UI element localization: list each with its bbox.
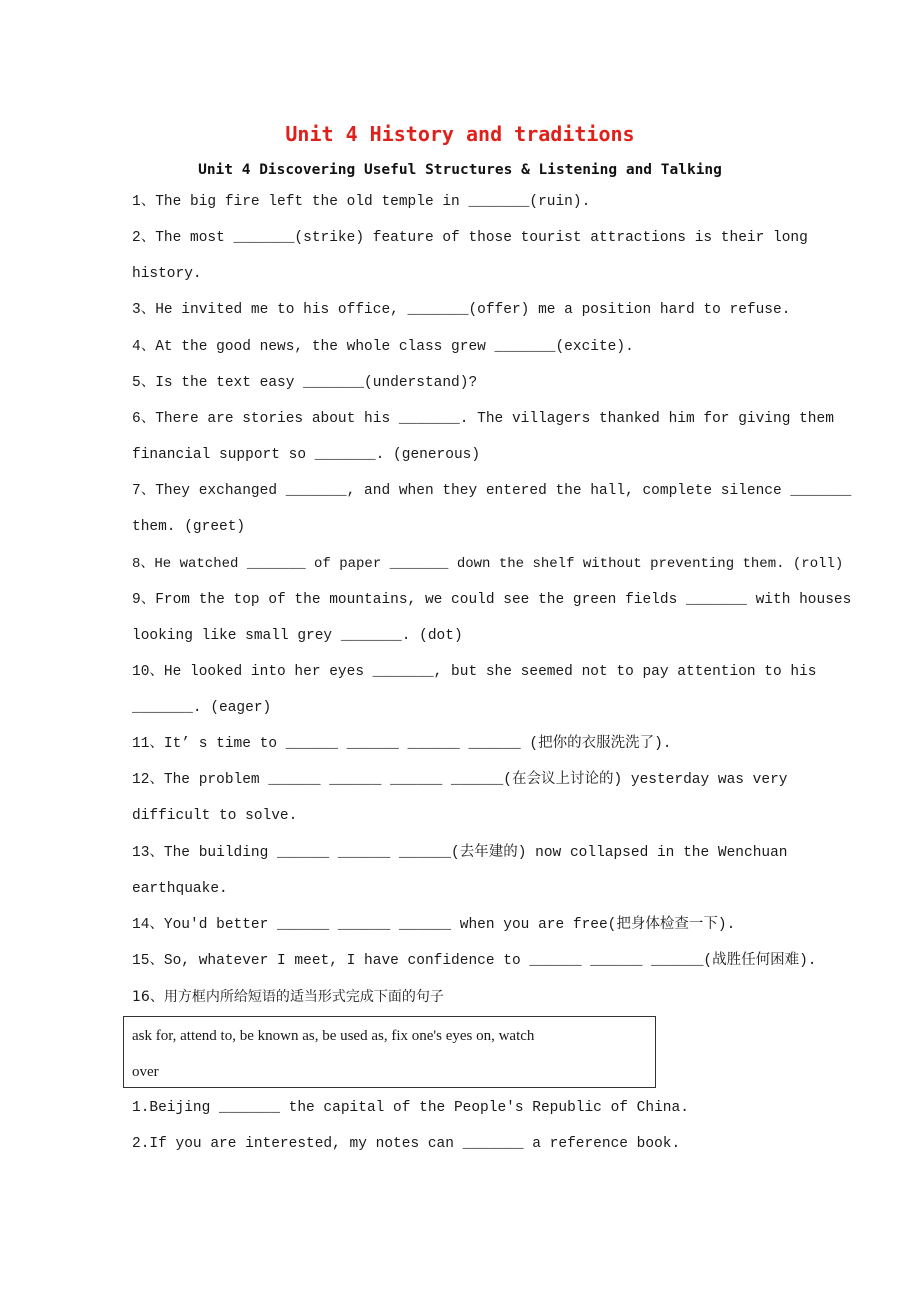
question-line: 4、At the good news, the whole class grew _______(excite). — [132, 339, 634, 355]
page-title: Unit 4 History and traditions — [285, 122, 635, 146]
question-line: 5、Is the text easy _______(understand)? — [132, 375, 478, 391]
page-subtitle: Unit 4 Discovering Useful Structures & Listening and Talking — [198, 162, 722, 178]
question-line: 2、The most _______(strike) feature of those tourist attractions is their long — [132, 230, 808, 246]
question-line: 7、They exchanged _______, and when they entered the hall, complete silence _______ — [132, 483, 852, 499]
question-line: 1、The big fire left the old temple in _______(ruin). — [132, 194, 591, 210]
question-line: financial support so _______. (generous) — [132, 447, 481, 463]
question-line: history. — [132, 266, 202, 282]
exercise-line: 1.Beijing _______ the capital of the People's Republic of China. — [132, 1100, 689, 1116]
phrase-box-line: ask for, attend to, be known as, be used as, fix one's eyes on, watch — [132, 1028, 535, 1044]
question-line: 9、From the top of the mountains, we could see the green fields _______ with houses — [132, 592, 852, 608]
phrase-box — [123, 1016, 656, 1088]
question-line: earthquake. — [132, 881, 228, 897]
question-line: 10、He looked into her eyes _______, but she seemed not to pay attention to his — [132, 664, 817, 680]
question-line: looking like small grey _______. (dot) — [132, 628, 463, 644]
phrase-box-line: over — [132, 1064, 159, 1080]
question-line: difficult to solve. — [132, 808, 298, 824]
question-line: them. (greet) — [132, 519, 246, 535]
exercise-line: 2.If you are interested, my notes can _______ a reference book. — [132, 1136, 681, 1152]
question-line: _______. (eager) — [132, 700, 272, 716]
question-line: 11、It’ s time to ______ ______ ______ ______ (把你的衣服洗洗了). — [132, 736, 672, 752]
question-line: 8、He watched _______ of paper _______ down the shelf without preventing them. (roll) — [132, 556, 844, 572]
question-line: 12、The problem ______ ______ ______ ______(在会议上讨论的) yesterday was very — [132, 772, 788, 788]
question-line: 16、用方框内所给短语的适当形式完成下面的句子 — [132, 989, 444, 1005]
question-line: 13、The building ______ ______ ______(去年建的) now collapsed in the Wenchuan — [132, 845, 788, 861]
question-line: 15、So, whatever I meet, I have confidence to ______ ______ ______(战胜任何困难). — [132, 953, 817, 969]
question-line: 14、You'd better ______ ______ ______ when you are free(把身体检查一下). — [132, 917, 736, 933]
question-line: 3、He invited me to his office, _______(offer) me a position hard to refuse. — [132, 302, 791, 318]
question-line: 6、There are stories about his _______. The villagers thanked him for giving them — [132, 411, 834, 427]
